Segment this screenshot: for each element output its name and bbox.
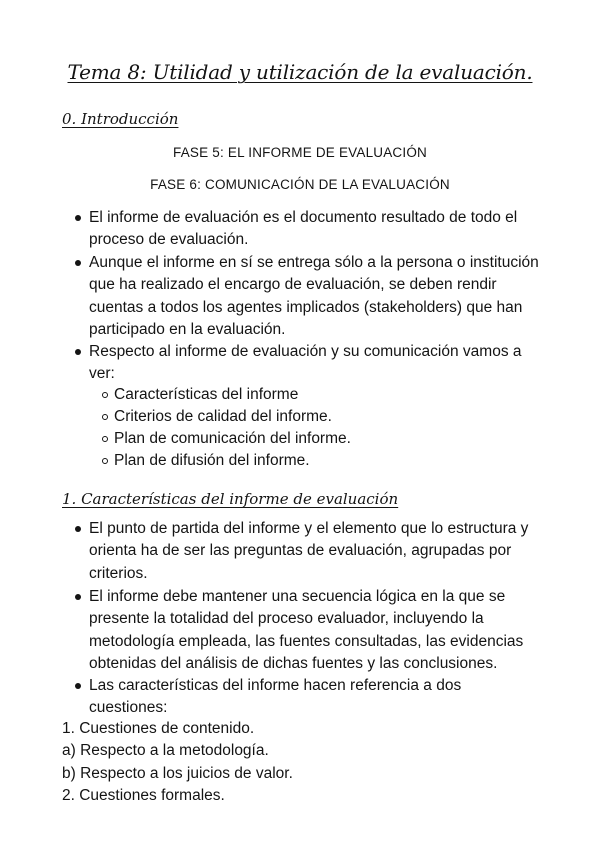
sub-list-item <box>102 406 542 428</box>
sub-list-item-text: Plan de comunicación del informe. <box>114 430 351 447</box>
list-item-text: Respecto al informe de evaluación y su comunicación vamos a ver: <box>89 343 522 383</box>
bullet-icon <box>75 260 81 266</box>
page-title: Tema 8: Utilidad y utilización de la evaluación. <box>67 60 533 84</box>
list-item <box>75 252 540 342</box>
numbered-line: 1. Cuestiones de contenido. <box>62 720 255 737</box>
list-item-text: El informe debe mantener una secuencia lógica en la que se presente la totalidad del proceso evaluador, incluyendo la metodología empleada, las fuentes consultadas, las evidencias obtenidas del análisis de dichas fuentes y las conclusiones. <box>89 588 524 673</box>
sub-list-item-text: Características del informe <box>114 386 299 403</box>
bullet-icon <box>75 526 81 532</box>
circle-bullet-icon <box>102 414 108 420</box>
list-item <box>75 675 540 720</box>
list-item <box>75 586 540 676</box>
phase-5-heading: FASE 5: EL INFORME DE EVALUACIÓN <box>173 145 427 160</box>
sub-list-item <box>102 450 542 472</box>
list-item <box>75 518 540 585</box>
section-heading-introduction: 0. Introducción <box>62 110 179 128</box>
sub-list-item-text: Criterios de calidad del informe. <box>114 408 332 425</box>
list-item-text: El punto de partida del informe y el elemento que lo estructura y orienta ha de ser las preguntas de evaluación, agrupadas por criterios. <box>89 520 529 582</box>
list-item-text: Las características del informe hacen referencia a dos cuestiones: <box>89 677 462 717</box>
list-item <box>75 207 540 252</box>
bullet-icon <box>75 215 81 221</box>
sub-list-item-text: Plan de difusión del informe. <box>114 452 310 469</box>
bullet-icon <box>75 349 81 355</box>
lettered-line: a) Respecto a la metodología. <box>62 742 269 759</box>
circle-bullet-icon <box>102 458 108 464</box>
sub-list-item <box>102 384 542 406</box>
circle-bullet-icon <box>102 392 108 398</box>
bullet-icon <box>75 594 81 600</box>
circle-bullet-icon <box>102 436 108 442</box>
bullet-icon <box>75 683 81 689</box>
sub-list-item <box>102 428 542 450</box>
section-heading-characteristics: 1. Características del informe de evaluación <box>62 490 399 508</box>
lettered-line: b) Respecto a los juicios de valor. <box>62 765 293 782</box>
phase-6-heading: FASE 6: COMUNICACIÓN DE LA EVALUACIÓN <box>150 177 450 192</box>
list-item-text: El informe de evaluación es el documento resultado de todo el proceso de evaluación. <box>89 209 518 249</box>
list-item <box>75 341 540 386</box>
list-item-text: Aunque el informe en sí se entrega sólo a la persona o institución que ha realizado el encargo de evaluación, se deben rendir cuentas a todos los agentes implicados (stakeholders) que han participado en la evaluación. <box>89 254 539 339</box>
numbered-line: 2. Cuestiones formales. <box>62 787 225 804</box>
